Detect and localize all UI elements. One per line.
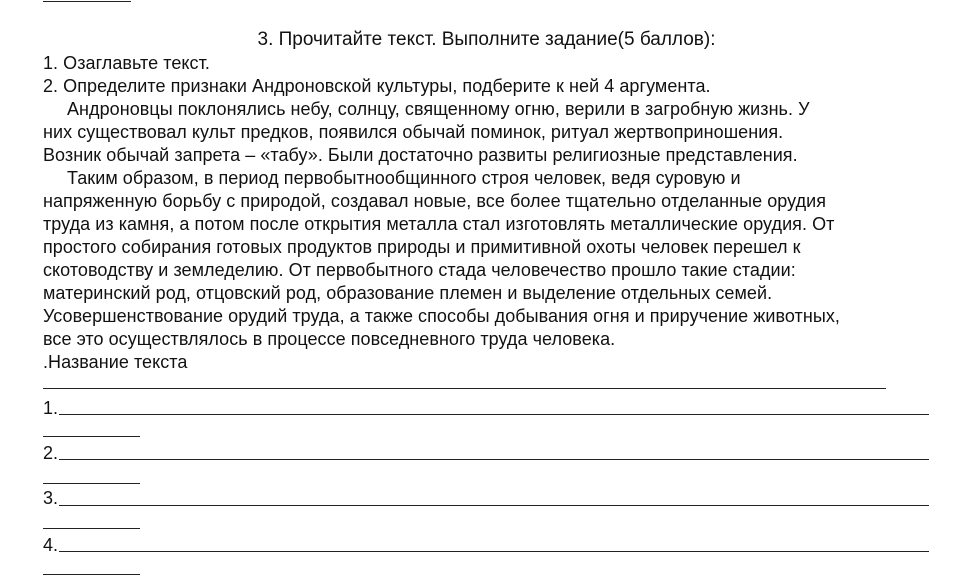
- answer-continuation-line-1[interactable]: [43, 436, 140, 437]
- answer-number-3: 3.: [43, 488, 59, 508]
- answer-number-4: 4.: [43, 535, 59, 555]
- text-line: материнский род, отцовский род, образование племен и выделение отдельных семей.: [43, 283, 773, 303]
- answer-continuation-line-2[interactable]: [43, 483, 140, 484]
- text-line: все это осуществлялось в процессе повседневного труда человека.: [43, 329, 616, 349]
- text-line: труда из камня, а потом после открытия металла стал изготовлять металлические орудия. От: [43, 214, 835, 234]
- answer-number-2: 2.: [43, 443, 59, 463]
- top-cut-rule: [43, 1, 131, 2]
- text-line: Андроновцы поклонялись небу, солнцу, священному огню, верили в загробную жизнь. У: [67, 99, 810, 119]
- answer-line-2[interactable]: [59, 459, 929, 460]
- text-line: простого собирания готовых продуктов природы и примитивной охоты человек перешел к: [43, 237, 801, 257]
- instruction-2: 2. Определите признаки Андроновской культуры, подберите к ней 4 аргумента.: [43, 76, 711, 96]
- text-line: Усовершенствование орудий труда, а также способы добывания огня и приручение животных,: [43, 306, 840, 326]
- text-line: них существовал культ предков, появился обычай поминок, ритуал жертвоприношения.: [43, 122, 784, 142]
- answer-continuation-line-3[interactable]: [43, 528, 140, 529]
- answer-line-4[interactable]: [59, 551, 929, 552]
- title-answer-line[interactable]: [43, 388, 886, 389]
- answer-number-1: 1.: [43, 398, 59, 418]
- answer-continuation-line-4[interactable]: [43, 574, 140, 575]
- answer-line-1[interactable]: [59, 414, 929, 415]
- text-line: напряженную борьбу с природой, создавал новые, все более тщательно отделанные орудия: [43, 191, 827, 211]
- task-title: 3. Прочитайте текст. Выполните задание(5 баллов):: [257, 29, 716, 50]
- text-line: Таким образом, в период первобытнообщинного строя человек, ведя суровую и: [67, 168, 741, 188]
- text-line: скотоводству и земледелию. От первобытного стада человечество прошло такие стадии:: [43, 260, 796, 280]
- title-prompt: .Название текста: [43, 352, 188, 372]
- text-line: Возник обычай запрета – «табу». Были достаточно развиты религиозные представления.: [43, 145, 798, 165]
- instruction-1: 1. Озаглавьте текст.: [43, 53, 210, 73]
- answer-line-3[interactable]: [59, 505, 929, 506]
